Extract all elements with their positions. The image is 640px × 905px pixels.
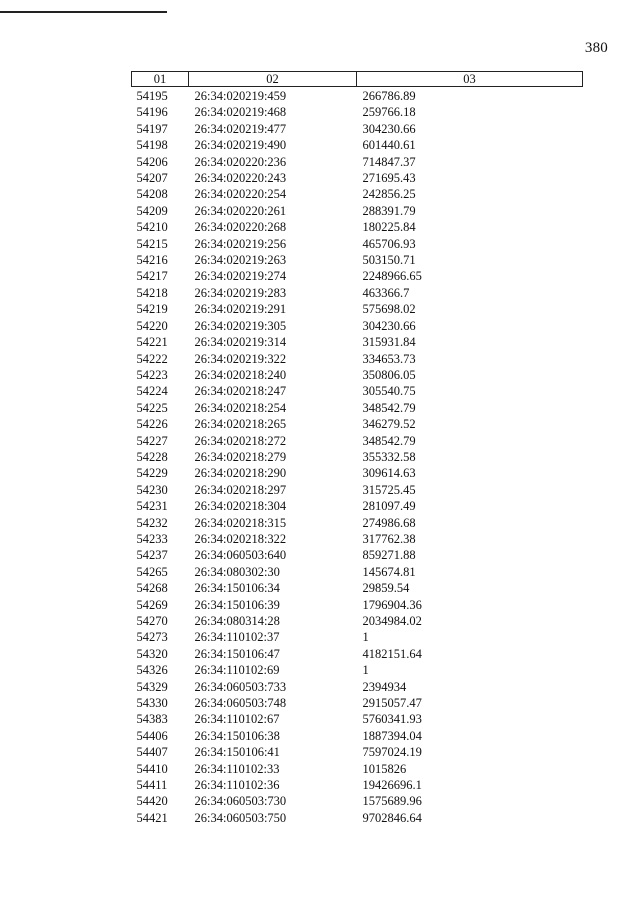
table-row [132, 646, 583, 662]
value-cell: 355332.58 [362, 449, 416, 464]
value-cell: 348542.79 [362, 400, 416, 415]
header-cell-01: 01 [132, 72, 189, 87]
cadastral-number-cell: 26:34:020219:459 [194, 89, 287, 103]
value-cell: 575698.02 [362, 302, 416, 317]
row-number-cell: 54207 [136, 171, 168, 186]
value-cell: 19426696.1 [362, 778, 422, 793]
row-number-cell: 54218 [136, 285, 168, 300]
cadastral-number-cell: 26:34:020220:254 [194, 187, 287, 202]
page-number: 380 [584, 40, 608, 56]
value-cell: 2915057.47 [362, 696, 422, 711]
header-cell-03: 03 [357, 72, 583, 87]
cadastral-number-cell: 26:34:020219:477 [194, 121, 287, 136]
table-row [132, 137, 583, 153]
cadastral-number-cell: 26:34:020218:322 [194, 531, 287, 546]
table-row [132, 613, 583, 629]
top-rule [0, 11, 167, 13]
value-cell: 1575689.96 [362, 794, 422, 809]
value-cell: 348542.79 [362, 433, 416, 448]
value-cell: 465706.93 [362, 236, 416, 251]
cadastral-number-cell: 26:34:020218:297 [194, 482, 287, 497]
row-number-cell: 54221 [136, 335, 168, 350]
table-row [132, 301, 583, 317]
row-number-cell: 54215 [136, 236, 168, 251]
table-row [132, 679, 583, 695]
table-row [132, 334, 583, 350]
value-cell: 334653.73 [362, 351, 416, 366]
table-header [132, 72, 583, 87]
row-number-cell: 54411 [136, 778, 168, 793]
cadastral-number-cell: 26:34:020219:263 [194, 253, 287, 268]
row-number-cell: 54270 [136, 614, 168, 628]
cadastral-number-cell: 26:34:020220:243 [194, 171, 287, 186]
row-number-cell: 54206 [136, 154, 168, 169]
value-cell: 266786.89 [362, 89, 416, 103]
table-row [132, 416, 583, 432]
row-number-cell: 54208 [136, 187, 168, 202]
row-number-cell: 54224 [136, 384, 168, 399]
row-number-cell: 54330 [136, 696, 168, 711]
table-row [132, 777, 583, 793]
cadastral-number-cell: 26:34:020220:236 [194, 154, 287, 169]
value-cell: 242856.25 [362, 187, 416, 202]
cadastral-number-cell: 26:34:020220:268 [194, 220, 287, 235]
value-cell: 315931.84 [362, 335, 416, 350]
row-number-cell: 54210 [136, 220, 168, 235]
table-row [132, 482, 583, 498]
table-row [132, 203, 583, 219]
table-row [132, 433, 583, 449]
row-number-cell: 54228 [136, 449, 168, 464]
value-cell: 1796904.36 [362, 597, 422, 612]
table-row [132, 531, 583, 547]
table-row [132, 515, 583, 531]
value-cell: 29859.54 [362, 581, 410, 596]
row-number-cell: 54217 [136, 269, 168, 284]
value-cell: 304230.66 [362, 121, 416, 136]
table-row [132, 711, 583, 727]
cadastral-number-cell: 26:34:080302:30 [194, 564, 280, 579]
table-row [132, 761, 583, 777]
value-cell: 859271.88 [362, 548, 416, 563]
table-row [132, 695, 583, 711]
table-row [132, 597, 583, 613]
table-row [132, 285, 583, 301]
value-cell: 4182151.64 [362, 646, 422, 661]
value-cell: 271695.43 [362, 171, 416, 186]
table-row [132, 121, 583, 137]
row-number-cell: 54198 [136, 138, 168, 153]
table-row [132, 351, 583, 367]
cadastral-number-cell: 26:34:110102:67 [194, 712, 280, 727]
value-cell: 2248966.65 [362, 269, 422, 284]
cadastral-number-cell: 26:34:020219:291 [194, 302, 287, 317]
row-number-cell: 54227 [136, 433, 168, 448]
value-cell: 309614.63 [362, 466, 416, 481]
value-cell: 315725.45 [362, 482, 416, 497]
value-cell: 1015826 [362, 761, 407, 776]
table-row [132, 170, 583, 186]
row-number-cell: 54225 [136, 400, 168, 415]
row-number-cell: 54226 [136, 417, 168, 432]
cadastral-number-cell: 26:34:110102:36 [194, 778, 280, 793]
table-row [132, 268, 583, 284]
row-number-cell: 54406 [136, 728, 168, 743]
row-number-cell: 54273 [136, 630, 168, 645]
cadastral-number-cell: 26:34:060503:640 [194, 548, 287, 563]
cadastral-number-cell: 26:34:150106:39 [194, 597, 280, 612]
value-cell: 259766.18 [362, 105, 416, 120]
table-row [132, 498, 583, 514]
cadastral-number-cell: 26:34:020219:314 [194, 335, 287, 350]
row-number-cell: 54265 [136, 564, 168, 579]
value-cell: 281097.49 [362, 499, 416, 514]
row-number-cell: 54197 [136, 121, 168, 136]
header-cell-02: 02 [189, 72, 357, 87]
row-number-cell: 54231 [136, 499, 168, 514]
table-row [132, 564, 583, 580]
table-row [132, 580, 583, 596]
row-number-cell: 54220 [136, 318, 168, 333]
cadastral-number-cell: 26:34:020218:315 [194, 515, 287, 530]
value-cell: 601440.61 [362, 138, 416, 153]
cadastral-number-cell: 26:34:020218:265 [194, 417, 287, 432]
table-row [132, 383, 583, 399]
value-cell: 714847.37 [362, 154, 416, 169]
cadastral-number-cell: 26:34:060503:750 [194, 810, 287, 825]
cadastral-number-cell: 26:34:150106:41 [194, 745, 280, 760]
row-number-cell: 54195 [136, 89, 168, 103]
cadastral-number-cell: 26:34:020219:322 [194, 351, 287, 366]
table-row [132, 465, 583, 481]
table-body [132, 87, 583, 827]
value-cell: 463366.7 [362, 285, 410, 300]
table-row [132, 662, 583, 678]
cadastral-number-cell: 26:34:020219:305 [194, 318, 287, 333]
value-cell: 1 [362, 630, 369, 645]
row-number-cell: 54223 [136, 367, 168, 382]
value-cell: 5760341.93 [362, 712, 422, 727]
table-row [132, 154, 583, 170]
cadastral-number-cell: 26:34:080314:28 [194, 614, 280, 628]
row-number-cell: 54420 [136, 794, 168, 809]
table-row [132, 236, 583, 252]
row-number-cell: 54320 [136, 646, 168, 661]
table-row [132, 547, 583, 563]
row-number-cell: 54421 [136, 810, 168, 825]
value-cell: 503150.71 [362, 253, 416, 268]
table-row [132, 793, 583, 809]
row-number-cell: 54383 [136, 712, 168, 727]
table-row [132, 449, 583, 465]
cadastral-number-cell: 26:34:060503:730 [194, 794, 287, 809]
cadastral-number-cell: 26:34:020218:247 [194, 384, 287, 399]
value-cell: 305540.75 [362, 384, 416, 399]
value-cell: 9702846.64 [362, 810, 422, 825]
cadastral-number-cell: 26:34:110102:37 [194, 630, 280, 645]
value-cell: 2034984.02 [362, 614, 422, 628]
value-cell: 1887394.04 [362, 728, 422, 743]
cadastral-number-cell: 26:34:110102:33 [194, 761, 280, 776]
row-number-cell: 54222 [136, 351, 168, 366]
value-cell: 304230.66 [362, 318, 416, 333]
row-number-cell: 54233 [136, 531, 168, 546]
row-number-cell: 54268 [136, 581, 168, 596]
row-number-cell: 54407 [136, 745, 168, 760]
cadastral-number-cell: 26:34:020219:490 [194, 138, 287, 153]
cadastral-number-cell: 26:34:150106:38 [194, 728, 280, 743]
cadastral-number-cell: 26:34:060503:748 [194, 696, 287, 711]
table-row [132, 318, 583, 334]
cadastral-number-cell: 26:34:020219:274 [194, 269, 287, 284]
cadastral-number-cell: 26:34:110102:69 [194, 663, 280, 678]
table-row [132, 629, 583, 645]
table-row [132, 810, 583, 826]
cadastral-number-cell: 26:34:020218:254 [194, 400, 287, 415]
value-cell: 288391.79 [362, 203, 416, 218]
value-cell: 180225.84 [362, 220, 416, 235]
cadastral-number-cell: 26:34:020219:256 [194, 236, 287, 251]
row-number-cell: 54410 [136, 761, 168, 776]
table-row [132, 104, 583, 120]
row-number-cell: 54232 [136, 515, 168, 530]
value-cell: 346279.52 [362, 417, 416, 432]
row-number-cell: 54329 [136, 679, 168, 694]
table-row [132, 367, 583, 383]
cadastral-number-cell: 26:34:020218:240 [194, 367, 287, 382]
row-number-cell: 54219 [136, 302, 168, 317]
row-number-cell: 54230 [136, 482, 168, 497]
value-cell: 350806.05 [362, 367, 416, 382]
value-cell: 145674.81 [362, 564, 416, 579]
data-table [131, 71, 583, 826]
value-cell: 7597024.19 [362, 745, 422, 760]
row-number-cell: 54269 [136, 597, 168, 612]
row-number-cell: 54229 [136, 466, 168, 481]
row-number-cell: 54209 [136, 203, 168, 218]
cadastral-number-cell: 26:34:060503:733 [194, 679, 287, 694]
cadastral-number-cell: 26:34:020218:290 [194, 466, 287, 481]
table-row [132, 744, 583, 760]
cadastral-number-cell: 26:34:020218:272 [194, 433, 287, 448]
row-number-cell: 54237 [136, 548, 168, 563]
row-number-cell: 54326 [136, 663, 168, 678]
cadastral-number-cell: 26:34:150106:47 [194, 646, 280, 661]
value-cell: 2394934 [362, 679, 407, 694]
table-row [132, 219, 583, 235]
value-cell: 274986.68 [362, 515, 416, 530]
table-row [132, 728, 583, 744]
cadastral-number-cell: 26:34:020220:261 [194, 203, 287, 218]
header-row [132, 72, 583, 87]
table-row [132, 252, 583, 268]
table-row [132, 186, 583, 202]
table-row [132, 400, 583, 416]
row-number-cell: 54196 [136, 105, 168, 120]
row-number-cell: 54216 [136, 253, 168, 268]
cadastral-number-cell: 26:34:150106:34 [194, 581, 280, 596]
cadastral-number-cell: 26:34:020218:304 [194, 499, 287, 514]
cadastral-number-cell: 26:34:020219:283 [194, 285, 287, 300]
table-row [132, 87, 583, 105]
value-cell: 1 [362, 663, 369, 678]
cadastral-number-cell: 26:34:020219:468 [194, 105, 287, 120]
value-cell: 317762.38 [362, 531, 416, 546]
cadastral-number-cell: 26:34:020218:279 [194, 449, 287, 464]
